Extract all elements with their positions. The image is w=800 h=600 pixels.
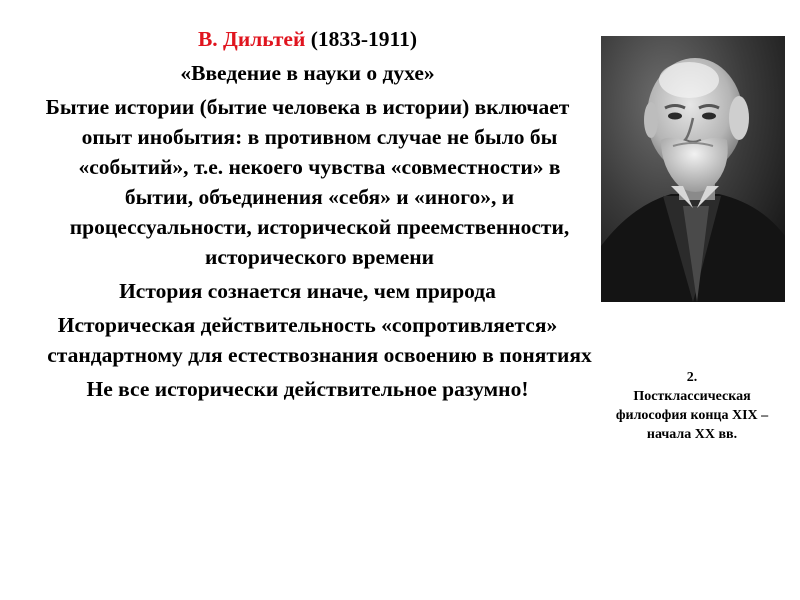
paragraph-2: История сознается иначе, чем природа xyxy=(119,279,496,303)
author-heading xyxy=(20,24,595,54)
paragraph-3: Историческая действительность «сопротивляется» стандартному для естествознания освоению в понятиях xyxy=(47,313,592,367)
slide-caption xyxy=(606,368,778,444)
author-name: В. Дильтей xyxy=(197,27,306,51)
caption-text: Постклассическая философия конца XIX – начала XX вв. xyxy=(615,389,769,442)
author-years: (1833-1911) xyxy=(310,27,418,51)
portrait-photo xyxy=(601,36,785,302)
paragraph-4: Не все исторически действительное разумно! xyxy=(86,377,529,401)
portrait-illustration xyxy=(601,36,785,302)
work-title: «Введение в науки о духе» xyxy=(180,61,435,85)
main-text-block xyxy=(20,24,595,408)
caption-number: 2. xyxy=(686,370,698,385)
paragraph-1: Бытие истории (бытие человека в истории) включает опыт инобытия: в противном случае не было бы «событий», т.е. некоего чувства «совместности» в бытии, объединения «себя» и «иного», и процессуальности, исторической преемственности, исторического времени xyxy=(45,95,570,269)
